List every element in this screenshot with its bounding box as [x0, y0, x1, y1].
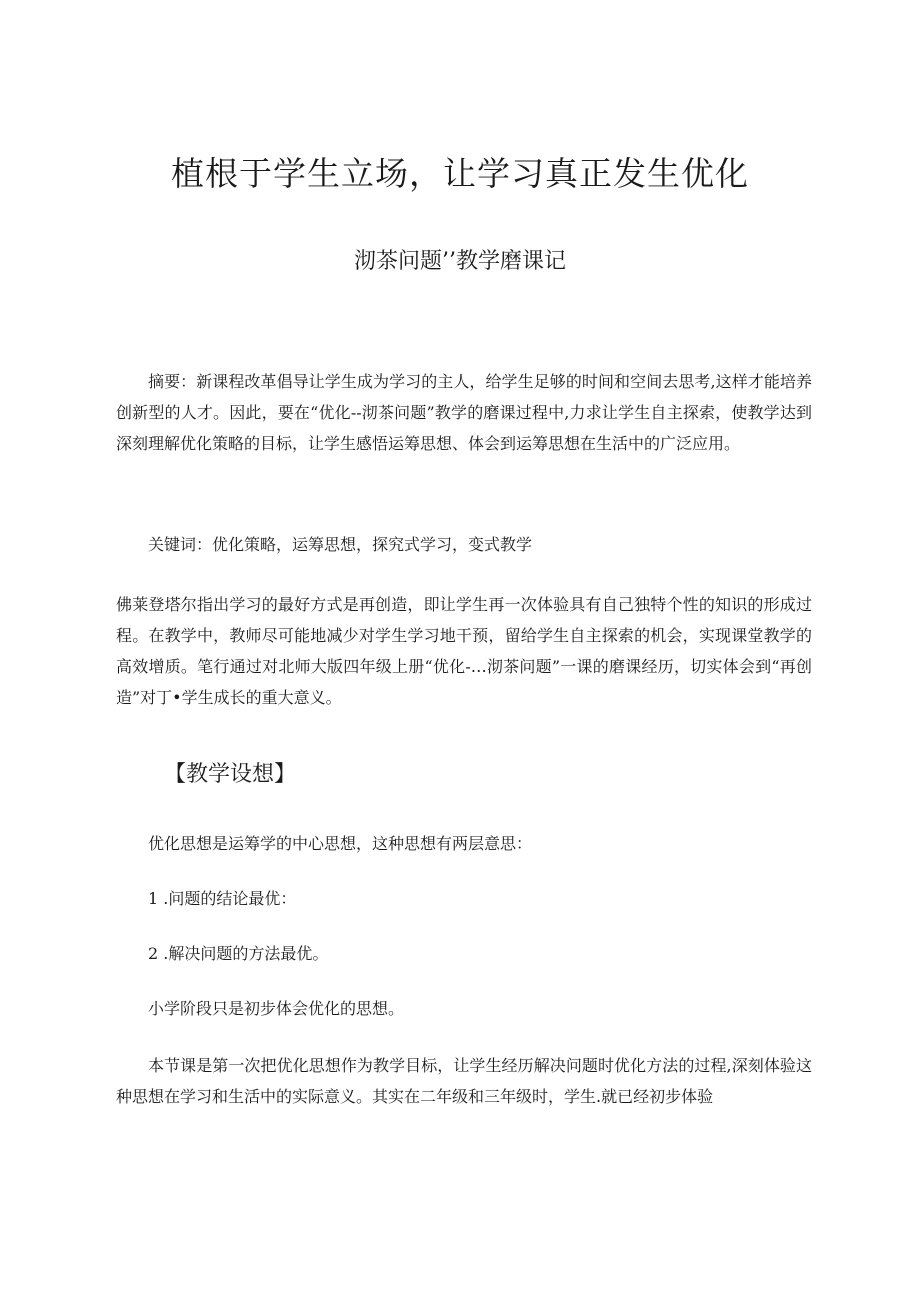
abstract-paragraph: 摘要：新课程改革倡导让学生成为学习的主人，给学生足够的时间和空间去思考,这样才能培养创新型的人才。因此，要在“优化--沏茶问题”教学的磨课过程中,力求让学生自主探索，使教学达到深刻理解优化策略的目标，让学生感悟运筹思想、体会到运筹思想在生活中的广泛应用。 [116, 372, 812, 453]
primary-stage-note: 小学阶段只是初步体会优化的思想。 [148, 999, 405, 1018]
list-item-2: 2 .解决问题的方法最优。 [148, 944, 329, 963]
list-item-1: 1 .问题的结论最优： [148, 889, 297, 908]
document-title: 植根于学生立场，让学习真正发生优化 [171, 154, 749, 193]
document-subtitle: 沏茶问题’’教学磨课记 [354, 249, 566, 274]
intro-paragraph: 佛莱登塔尔指出学习的最好方式是再创造，即让学生再一次体验具有自己独特个性的知识的形成过程。在教学中，教师尽可能地减少对学生学习地干预，留给学生自主探索的机会，实现课堂教学的高效增质。笔行通过对北师大版四年级上册“优化-…沏茶问题”一课的磨课经历，切实体会到“再创造”对丁•学生成长的重大意义。 [116, 595, 812, 707]
keywords-line: 关键词：优化策略，运筹思想，探究式学习，变式教学 [148, 535, 533, 554]
lesson-paragraph: 本节课是第一次把优化思想作为教学目标，让学生经历解决问题时优化方法的过程,深刻体验这种思想在学习和生活中的实际意义。其实在二年级和三年级时，学生.就已经初步体验 [116, 1056, 812, 1106]
optimization-intro-line: 优化思想是运筹学的中心思想，这种思想有两层意思： [148, 834, 533, 853]
section-heading-teaching-plan: 【教学设想】 [164, 762, 297, 787]
